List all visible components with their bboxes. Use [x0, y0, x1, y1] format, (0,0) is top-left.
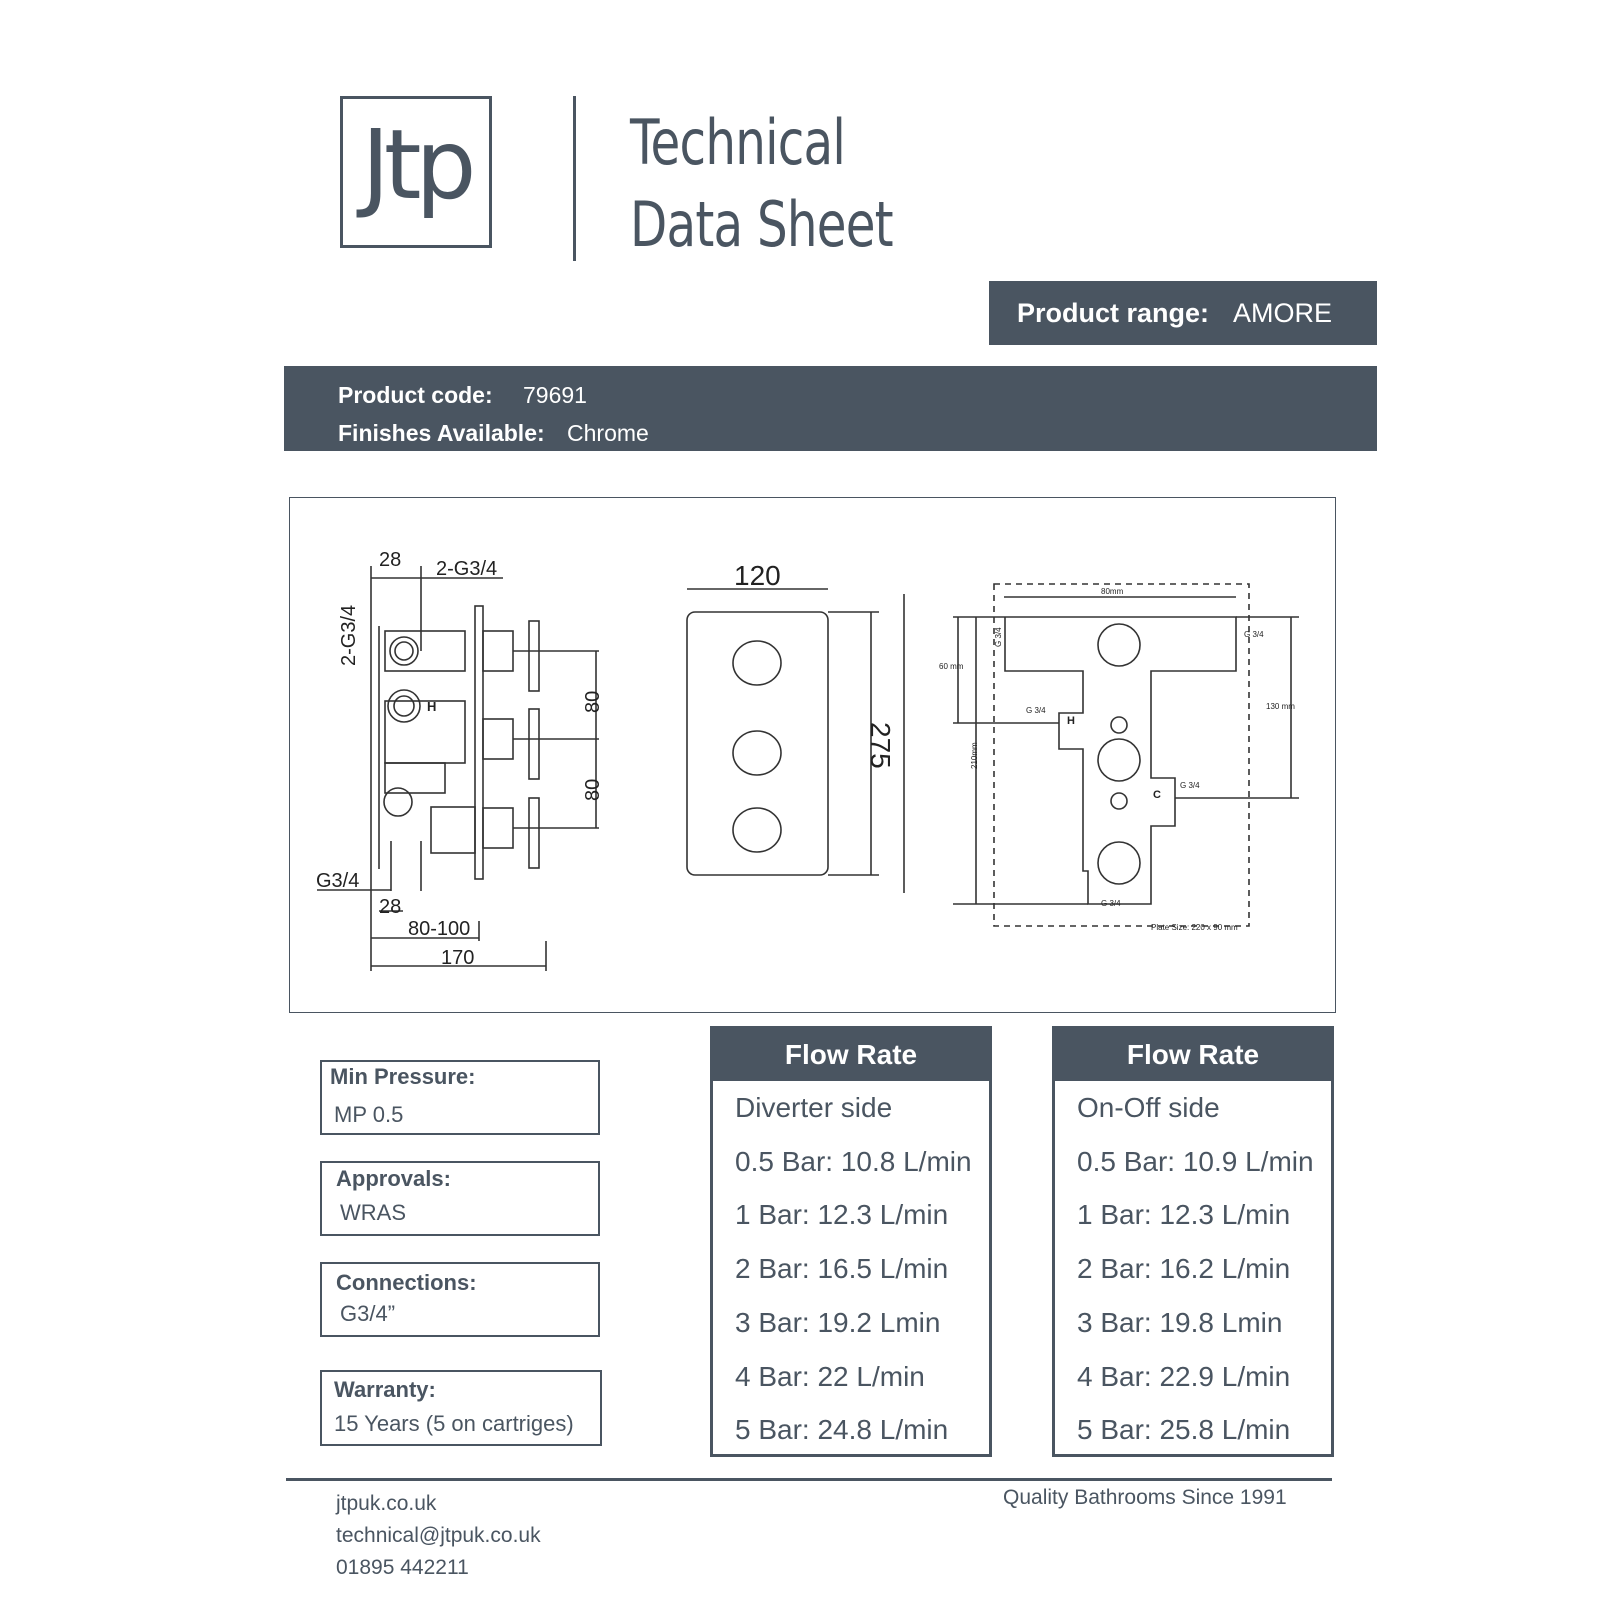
dim-front-height: 275	[865, 722, 896, 769]
plate-g-h: G 3/4	[1026, 706, 1046, 715]
footer-tagline: Quality Bathrooms Since 1991	[1003, 1486, 1287, 1509]
logo-text: Jtp	[361, 109, 471, 221]
plate-g-bottom: G 3/4	[1101, 899, 1121, 908]
flow-row: 5 Bar: 24.8 L/min	[735, 1414, 949, 1446]
side-h-label: H	[427, 699, 437, 714]
flow-row: 1 Bar: 12.3 L/min	[1077, 1199, 1291, 1231]
header-divider	[573, 96, 576, 261]
flow-row: 3 Bar: 19.8 Lmin	[1077, 1306, 1283, 1338]
website-link[interactable]: jtpuk.co.uk	[336, 1492, 437, 1515]
product-code-bar	[284, 366, 1377, 451]
plate-c-label: C	[1153, 789, 1161, 801]
flow-rate-diverter	[710, 1026, 992, 1457]
drawing-svg	[290, 498, 1334, 1011]
plate-g-top-left: G 3/4	[994, 627, 1003, 647]
dim-spacing-1: 80	[582, 690, 604, 713]
product-range-bar	[989, 281, 1377, 345]
dim-bottom-conn: G3/4	[316, 870, 360, 892]
min-pressure-value: MP 0.5	[334, 1102, 404, 1127]
flow-row: 0.5 Bar: 10.9 L/min	[1077, 1145, 1314, 1177]
product-code-value: 79691	[523, 382, 587, 408]
product-range-value: AMORE	[1233, 297, 1333, 328]
page-title	[630, 102, 893, 266]
plate-g-c: G 3/4	[1180, 781, 1200, 790]
flow-rate-header: Flow Rate	[1055, 1029, 1331, 1081]
approvals-value: WRAS	[340, 1200, 406, 1225]
warranty-value: 15 Years (5 on cartriges)	[334, 1411, 574, 1436]
product-range-label: Product range:	[1017, 297, 1210, 328]
flow-row: 4 Bar: 22.9 L/min	[1077, 1360, 1291, 1392]
flow-row: Diverter side	[735, 1092, 893, 1123]
connections-value: G3/4”	[340, 1301, 396, 1326]
dim-top-conn: 2-G3/4	[436, 558, 498, 580]
technical-drawing	[289, 497, 1336, 1013]
flow-rate-header: Flow Rate	[713, 1029, 989, 1081]
finishes-label: Finishes Available:	[338, 420, 545, 446]
phone-number: 01895 442211	[336, 1556, 469, 1579]
flow-row: 5 Bar: 25.8 L/min	[1077, 1414, 1291, 1446]
approvals-box	[320, 1161, 600, 1236]
flow-row: 2 Bar: 16.5 L/min	[735, 1253, 949, 1285]
dim-left-conn: 2-G3/4	[338, 604, 360, 666]
approvals-label: Approvals:	[336, 1166, 451, 1191]
flow-row: 0.5 Bar: 10.8 L/min	[735, 1145, 972, 1177]
footer-contact	[336, 1488, 541, 1584]
plate-width: 80mm	[1101, 587, 1124, 596]
flow-row: On-Off side	[1077, 1092, 1220, 1123]
dim-depth: 80-100	[408, 918, 471, 940]
dim-total: 170	[441, 947, 475, 969]
flow-row: 1 Bar: 12.3 L/min	[735, 1199, 949, 1231]
dim-front-width: 120	[734, 560, 781, 591]
min-pressure-box	[320, 1060, 600, 1135]
warranty-label: Warranty:	[334, 1377, 436, 1402]
finishes-value: Chrome	[567, 420, 649, 446]
footer-divider	[286, 1478, 1332, 1481]
min-pressure-label: Min Pressure:	[330, 1064, 476, 1089]
plate-dim-130: 130 mm	[1266, 702, 1295, 711]
dim-bottom-gap: 28	[379, 896, 402, 918]
title-line-2: Data Sheet	[630, 188, 893, 261]
plate-dim-210: 210mm	[970, 742, 979, 769]
dim-top-gap: 28	[379, 549, 402, 571]
plate-dim-60: 60 mm	[939, 662, 964, 671]
warranty-box	[320, 1370, 602, 1446]
plate-h-label: H	[1067, 715, 1075, 727]
dim-spacing-2: 80	[582, 778, 604, 801]
flow-row: 2 Bar: 16.2 L/min	[1077, 1253, 1291, 1285]
flow-rate-on-off	[1052, 1026, 1334, 1457]
product-code-label: Product code:	[338, 382, 493, 408]
plate-size: Plate Size: 220 x 90 mm	[1151, 923, 1238, 932]
plate-g-top-right: G 3/4	[1244, 630, 1264, 639]
jtp-logo	[340, 96, 492, 248]
connections-label: Connections:	[336, 1270, 477, 1295]
flow-row: 4 Bar: 22 L/min	[735, 1360, 925, 1392]
title-line-1: Technical	[630, 106, 846, 179]
flow-row: 3 Bar: 19.2 Lmin	[735, 1306, 941, 1338]
email-link[interactable]: technical@jtpuk.co.uk	[336, 1524, 541, 1547]
connections-box	[320, 1262, 600, 1337]
